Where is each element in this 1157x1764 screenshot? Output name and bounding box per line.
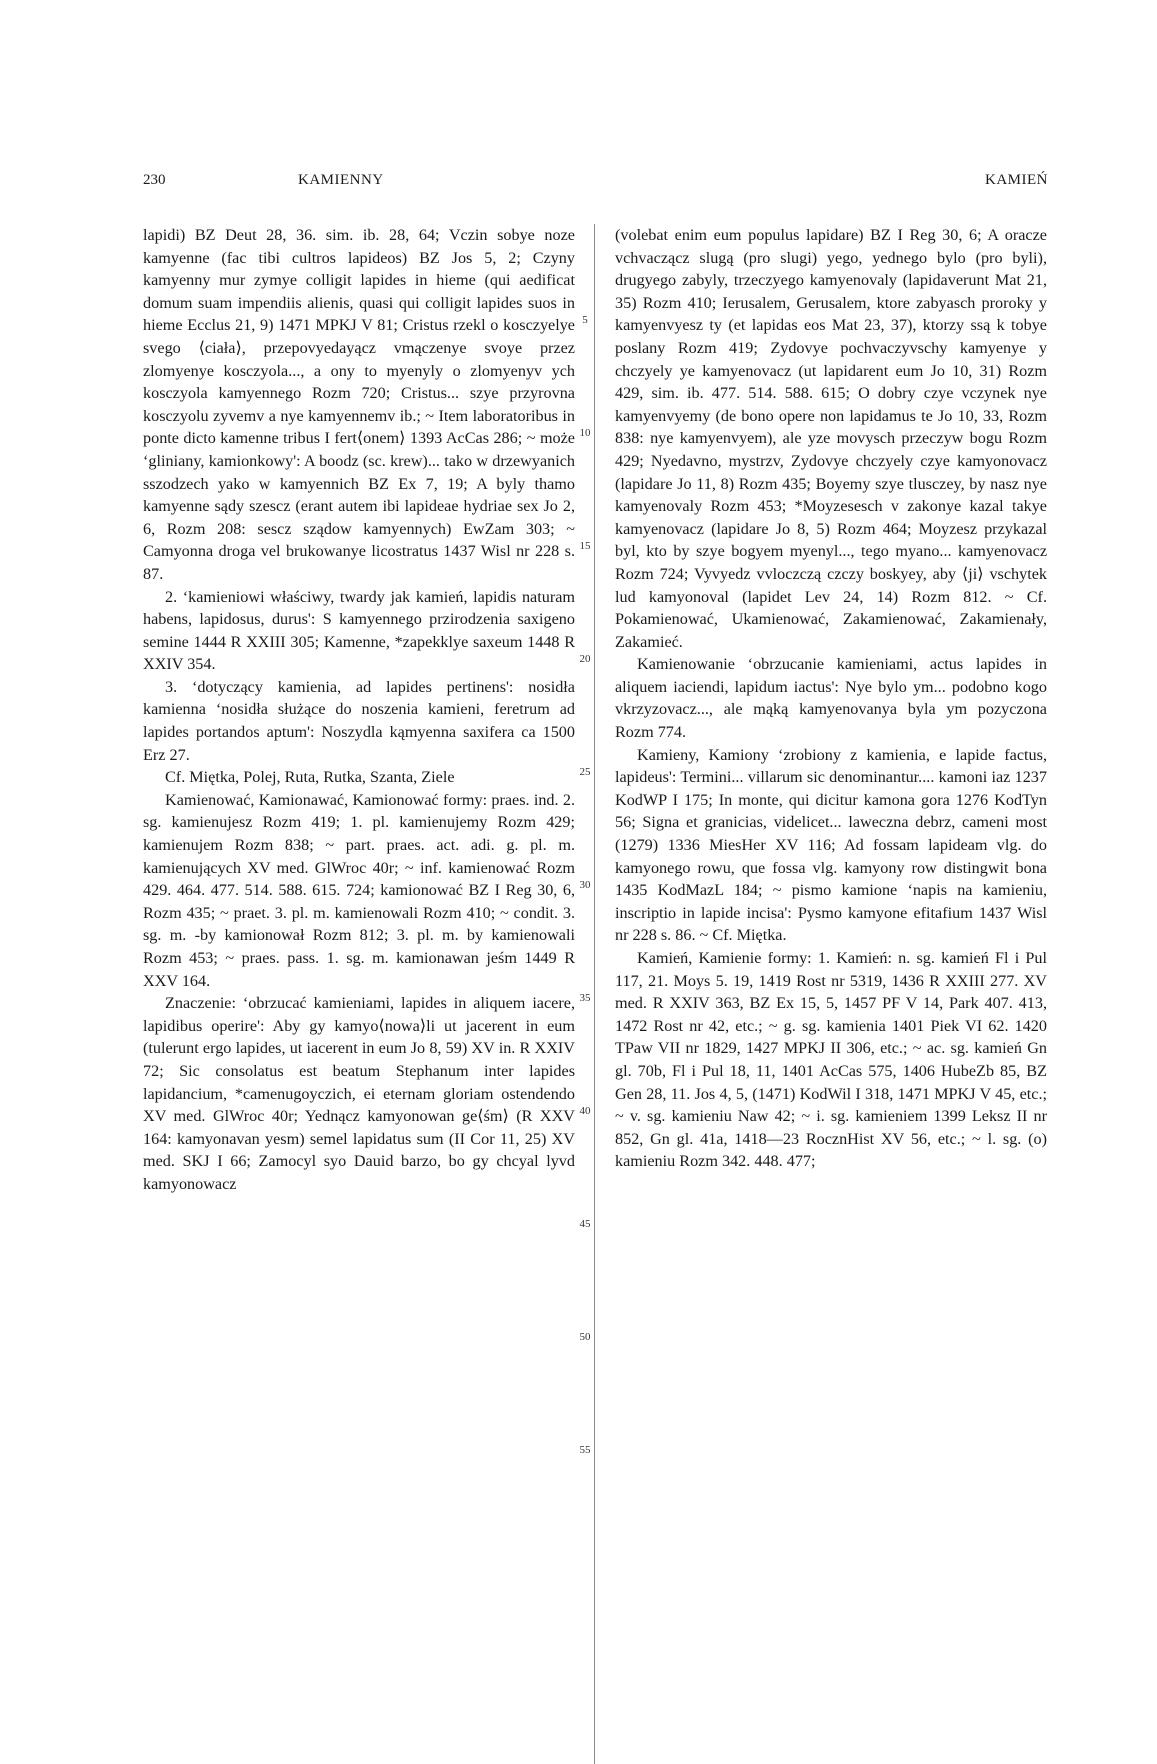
left-running-head: KAMIENNY (298, 172, 384, 188)
line-number: 20 (579, 653, 591, 665)
entry-paragraph: 3. ʻdotyczący kamienia, ad lapides pertinens': nosidła kamienna ʻnosidła służące do noszenia kamieni, feretrum ad lapides portandos aptum': Noszydla kąmyenna saxifera ca 1500 Erz 27. (143, 677, 575, 764)
line-number: 10 (579, 427, 591, 439)
line-number: 45 (579, 1218, 591, 1230)
entry-paragraph: (volebat enim eum populus lapidare) BZ I Reg 30, 6; A oracze vchvaczącz slugą (pro slugi) yego, yednego bylo (pro byli), drugyego zabyly, trzeczyego kamyenovaly (lapidaverunt Mat 21, 35) Rozm 410; Ierusalem, Gerusalem, ktore zabyasch proroky y kamyenvyesz ty (et lapidas eos Mat 23, 37), ktorzy ssą k tobye poslany Rozm 419; Zydovye pochvaczyvschy kamyenye y chczyely ye kamyenovacz (ut lapidarent eum Jo 10, 31) Rozm 429, sim. ib. 477. 514. 588. 615; O dobry czye vczynek nye kamyenvyemy (de bono opere non lapidamus te Jo 10, 33, Rozm 838: nye kamyenvyem), ale yze movysch przeczyw bogu Rozm 429; Nyedavno, mystrzv, Zydovye chczyely czye kamyonovacz (lapidare Jo 11, 8) Rozm 435; Boyemy szye tlusczey, by nasz nye kamyenovaly Rozm 453; *Moyzesesch v zakonye kazal takye kamyenovacz (lapidare Jo 8, 5) Rozm 464; Moyzesz przykazal byl, kto by szye bogyem myenyl..., tego myano... kamyenovacz Rozm 724; Vyvyedz vvloczczą czczy boskyey, aby ⟨ji⟩ vschytek lud kamyonoval (lapidet Lev 24, 14) Rozm 812. ~ Cf. Pokamienować, Ukamienować, Zakamienować, Zakamienały, Zakamieć. (615, 226, 1047, 651)
left-column (143, 224, 575, 1196)
line-numbers (578, 224, 608, 1524)
right-running-head: KAMIEŃ (985, 172, 1048, 188)
right-column (615, 224, 1047, 1173)
line-number: 50 (579, 1331, 591, 1343)
cross-reference: Cf. Miętka, Polej, Ruta, Rutka, Szanta, Ziele (165, 768, 455, 787)
page-number: 230 (143, 172, 166, 188)
headword-entry: Kamienować, Kamionawać, Kamionować formy: praes. ind. 2. sg. kamienujesz Rozm 419; 1. pl. kamienujemy Rozm 429; kamienujem Rozm 838; ~ part. praes. act. adi. g. pl. m. kamienujących XV med. GlWroc 40r; ~ inf. kamienować Rozm 429. 464. 477. 514. 588. 615. 724; kamionować BZ I Reg 30, 6, Rozm 435; ~ praet. 3. pl. m. kamienowali Rozm 410; ~ condit. 3. sg. m. -by kamionował Rozm 812; 3. pl. m. by kamienowali Rozm 453; ~ praes. pass. 1. sg. m. kamionawan jeśm 1449 R XXV 164. (143, 790, 575, 990)
line-number: 35 (579, 992, 591, 1004)
line-number: 15 (579, 540, 591, 552)
headword-entry: Kamieny, Kamiony ʻzrobiony z kamienia, e lapide factus, lapideus': Termini... villarum sic denominantur.... kamoni iaz 1237 KodWP I 175; In monte, qui dicitur kamona gora 1276 KodTyn 56; Signa et granicias, videlicet... laweczna debrz, cameni most (1279) 1336 MiesHer XV 116; Ad fossam lapideam vlg. do kamyonego rowu, que fossa vlg. kamyony row distingwit bona 1435 KodMazL 184; ~ pismo kamione ʻnapis na kamieniu, inscriptio in lapide incisa': Pysmo kamyone efitafium 1437 Wisl nr 228 s. 86. ~ Cf. Miętka. (615, 745, 1047, 945)
headword-entry: Kamień, Kamienie formy: 1. Kamień: n. sg. kamień Fl i Pul 117, 21. Moys 5. 19, 1419 Rost nr 5319, 1436 R XXIII 277. XV med. R XXIV 363, BZ Ex 15, 5, 1457 PF V 14, Park 407. 413, 1472 Rost nr 42, etc.; ~ g. sg. kamienia 1401 Piek VI 62. 1420 TPaw VII nr 1829, 1427 MPKJ II 306, etc.; ~ ac. sg. kamień Gn gl. 70b, Fl i Pul 18, 11, 1401 AcCas 575, 1406 HubeZb 85, BZ Gen 28, 11. Jos 4, 5, (1471) KodWil I 318, 1471 MPKJ V 45, etc.; ~ v. sg. kamieniu Naw 42; ~ i. sg. kamieniem 1399 Leksz II nr 852, Gn gl. 41a, 1418—23 RocznHist XV 56, etc.; ~ l. sg. (o) kamieniu Rozm 342. 448. 477; (615, 949, 1047, 1171)
line-number: 40 (579, 1105, 591, 1117)
entry-paragraph: 2. ʻkamieniowi właściwy, twardy jak kamień, lapidis naturam habens, lapidosus, durus': S kamyennego przirodzenia saxigeno semine 1444 R XXIII 305; Kamenne, *zapekklye saxeum 1448 R XXIV 354. (143, 587, 575, 674)
line-number: 30 (579, 879, 591, 891)
entry-paragraph: lapidi) BZ Deut 28, 36. sim. ib. 28, 64; Vczin sobye noze kamyenne (fac tibi cultros lapideos) BZ Jos 5, 2; Czyny kamyenny mur zymye colligit lapides in hieme (qui aedificat domum suam impendiis alienis, quasi qui colligit lapides suos in hieme Ecclus 21, 9) 1471 MPKJ V 81; Cristus rzekl o kosczyelye svego ⟨ciała⟩, przepovyedayącz vmączenye svoye przez zlomyenye kosczyola..., a ony to myenyly o zlomyenyv ych kosczyola kamyennego Rozm 720; Cristus... szye przyrovna kosczyolu zyvemv a nye kamyennemv ib.; ~ Item laboratoribus in ponte dicto kamenne tribus I fert⟨onem⟩ 1393 AcCas 286; ~ może ʻgliniany, kamionkowy': A boodz (sc. krew)... tako w drzewyanich sszodzech yako w kamyennich BZ Ex 7, 19; A byly thamo kamyenne sądy szescz (erant autem ibi lapideae hydriae sex Jo 2, 6, Rozm 208: sescz sządow kamyennych) EwZam 303; ~ Camyonna droga vel brukowanye licostratus 1437 Wisl nr 228 s. 87. (143, 226, 575, 583)
line-number: 55 (579, 1444, 591, 1456)
line-number: 25 (579, 766, 591, 778)
line-number: 5 (578, 314, 592, 326)
headword-entry: Kamienowanie ʻobrzucanie kamieniami, actus lapides in aliquem iaciendi, lapidum iactus': Nye bylo ym... podobno kogo vkrzyzovacz..., ale mąką kamyenovanya byla ym pozyczona Rozm 774. (615, 655, 1047, 742)
entry-paragraph: Znaczenie: ʻobrzucać kamieniami, lapides in aliquem iacere, lapidibus operire': Aby gy kamyo⟨nowa⟩li ut jacerent in eum (tulerunt ergo lapides, ut iacerent in eum Jo 8, 59) XV in. R XXIV 72; Sic consolatus est beatum Stephanum inter lapides lapidancium, *camenugoyczich, ei eternam gloriam ostendendo XV med. GlWroc 40r; Yednącz kamyonowan ge⟨śm⟩ (R XXV 164: kamyonavan yesm) semel lapidatus sum (II Cor 11, 25) XV med. SKJ I 66; Zamocyl syo Dauid barzo, bo gy chcyal lyvd kamyonowacz (143, 994, 575, 1193)
page-header (143, 172, 1048, 194)
